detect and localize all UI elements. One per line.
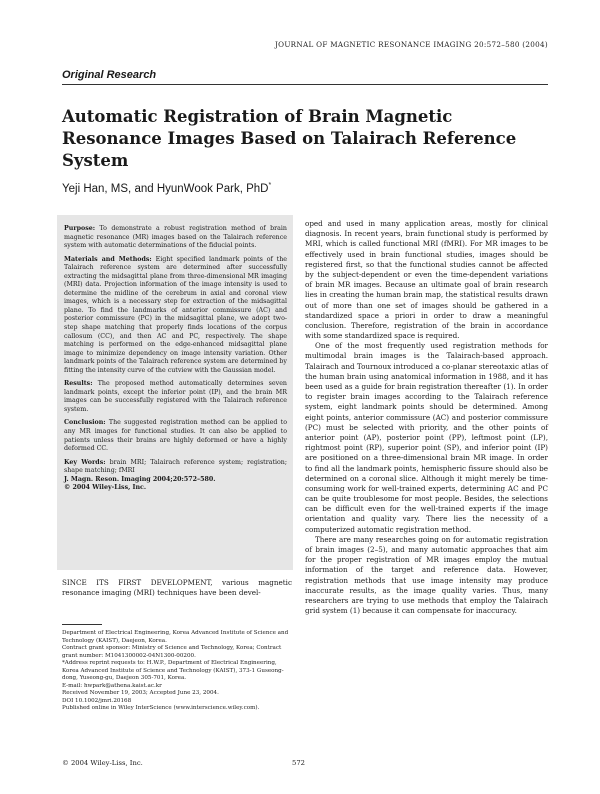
- conclusion-label: Conclusion:: [64, 419, 106, 427]
- footnote-rule: [62, 624, 102, 625]
- conclusion-text: The suggested registration method can be applied to any MR images for functional studies. It can also be applied to patients unless their brains are highly deformed or have a highly deformed CC.: [64, 419, 287, 453]
- footnote-grant: Contract grant sponsor: Ministry of Science and Technology, Korea; Contract grant number: M1041300002-04N1300-00200.: [62, 645, 282, 659]
- footer-copyright: © 2004 Wiley-Liss, Inc.: [62, 759, 143, 767]
- purpose-text: To demonstrate a robust registration method of brain magnetic resonance (MR) images based on the Talairach reference system with automatic determinations of the fiducial points.: [64, 225, 287, 250]
- footnote-published: Published online in Wiley InterScience (www.interscience.wiley.com).: [62, 705, 260, 712]
- footnote-address: *Address reprint requests to: H.W.P., Department of Electrical Engineering, Korea Advanced Institute of Science and Technology (KAIST), 373-1 Guseong-dong, Yuseong-gu, Daejeon 305-701, Korea.: [62, 660, 284, 682]
- authors: [62, 182, 271, 195]
- purpose-label: Purpose:: [64, 225, 96, 232]
- keywords-text: brain MRI; Talairach reference system; registration; shape matching; fMRI: [64, 458, 287, 475]
- citation: J. Magn. Reson. Imaging 2004;20:572–580.: [64, 475, 216, 483]
- footnote-dates: Received November 19, 2003; Accepted June 23, 2004.: [62, 690, 219, 697]
- keywords-label: Key Words:: [64, 458, 106, 466]
- abstract-copyright: © 2004 Wiley-Liss, Inc.: [64, 484, 147, 492]
- methods-label: Materials and Methods:: [64, 255, 152, 263]
- abstract: [64, 225, 287, 493]
- abstract-methods: [64, 256, 287, 376]
- abstract-keywords: [64, 459, 287, 476]
- abstract-results: [64, 380, 287, 414]
- section-label: Original Research: [62, 69, 157, 81]
- paragraph: There are many researches going on for automatic registration of brain images (2–5), and many automatic approaches that aim for the proper registration of MR images employ the mutual information of the target and reference data. However, registration methods that use image intensity may produce inaccurate results, as the image quality varies. Thus, many researchers are trying to use methods that employ the Talairach grid system (1) because it can compensate for inaccuracy.: [305, 534, 548, 616]
- author-mark: *: [268, 182, 272, 189]
- body-column-right: [305, 219, 548, 616]
- results-label: Results:: [64, 380, 93, 388]
- footnote-affiliation: Department of Electrical Engineering, Korea Advanced Institute of Science and Technology (KAIST), Daejeon, Korea.: [62, 630, 289, 644]
- running-head: JOURNAL OF MAGNETIC RESONANCE IMAGING 20:572–580 (2004): [274, 40, 548, 49]
- header-rule: [62, 84, 548, 85]
- paper-title: Automatic Registration of Brain Magnetic Resonance Images Based on Talairach Reference System: [62, 107, 517, 170]
- paragraph: One of the most frequently used registration methods for multimodal brain images is the Talairach-based approach. Talairach and Tournoux introduced a co-planar stereotaxic atlas of the human brain using anatomical information in 1988, and it has been used as a guide for brain registration thereafter (1). In order to register brain images according to the Talairach reference system, eight landmark points should be determined. Among eight points, anterior commissure (AC) and posterior commissure (PC) must be selected with priority, and the other points of anterior point (AP), posterior point (PP), leftmost point (LP), rightmost point (RP), superior point (SP), and inferior point (IP) are positioned on a three-dimensional brain MR image. In order to find all the landmark points, hemispheric fissure should also be determined on a coronal slice. Although it might merely be time-consuming work for well-trained experts, determining AC and PC can be quite troublesome for most people. Besides, the selections can be difficult even for the well-trained experts if the image orientation and quality vary. There lies the necessity of a computerized automatic registration method.: [305, 341, 548, 534]
- abstract-conclusion: [64, 419, 287, 453]
- footnote-doi: DOI 10.1002/jmri.20168: [62, 697, 132, 704]
- footnotes: [62, 630, 294, 713]
- footnote-email: E-mail: hwpark@athena.kaist.ac.kr: [62, 682, 162, 689]
- author-names: Yeji Han, MS, and HyunWook Park, PhD: [62, 182, 269, 195]
- methods-text: Eight specified landmark points of the Talairach reference system are determined after successfully extracting the midsagittal plane from three-dimensional MR imaging (MRI) data. Projection information of the image intensity is used to determine the midline of the cerebrum in axial and coronal view images, which is a necessary step for extraction of the midsagittal plane. To find the landmarks of anterior commissure (AC) and posterior commissure (PC) in the midsagittal plane, we adopt two-step shape matching that properly finds locations of the corpus callosum (CC), and then AC and PC, respectively. The shape matching is performed on the edge-enhanced midsagittal plane image to minimize dependency on image intensity variation. Other landmark points of the Talairach reference system are determined by fitting the intensity curve of the cutview with the Gaussian model.: [64, 255, 287, 374]
- page-number: 572: [292, 759, 305, 767]
- results-text: The proposed method automatically determines seven landmark points, except the inferior point (IP), and the brain MR images can be successfully registered with the Talairach reference system.: [64, 380, 287, 413]
- paragraph: oped and used in many application areas, mostly for clinical diagnosis. In recent years, brain functional study is performed by MRI, which is called functional MRI (fMRI). For MR images to be effectively used in brain functional studies, images should be registered first, so that the functional studies cannot be affected by the subject-dependent or even the time-dependent variations of brain MR images. Because an ultimate goal of brain research lies in creating the human brain map, the statistical results drawn out of more than one set of images should be gathered in a standardized space a priori in order to draw a meaningful conclusion. Therefore, registration of the brain in accordance with some standardized space is required.: [305, 219, 548, 341]
- abstract-purpose: [64, 225, 287, 251]
- intro-text: SINCE ITS FIRST DEVELOPMENT, various magnetic resonance imaging (MRI) techniques have been devel-: [62, 578, 292, 598]
